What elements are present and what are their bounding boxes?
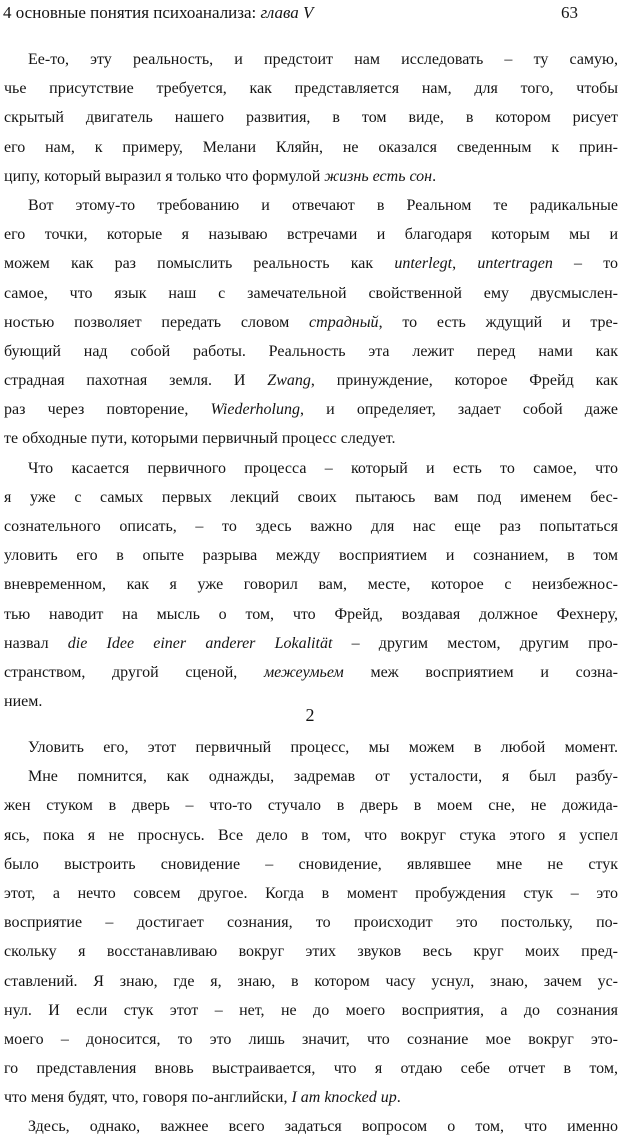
text-line <box>4 45 618 74</box>
text-line <box>4 220 618 249</box>
text-line <box>4 483 618 512</box>
text-run: те обходные пути, которыми первичный процесс следует. <box>4 430 396 448</box>
italic-term: untertragen <box>477 255 553 273</box>
italic-term: межеумьем <box>263 663 344 681</box>
text-line <box>4 733 618 762</box>
text-run: этот, а нечто совсем другое. Когда в момент пробуждения стук – это <box>4 884 618 902</box>
text-line <box>4 1025 618 1054</box>
text-line <box>4 454 618 483</box>
text-line <box>4 133 618 162</box>
text-line <box>4 821 618 850</box>
text-run: восприятие – достигает сознания, то происходит это постольку, по- <box>4 914 618 932</box>
text-run: тью наводит на мысль о том, что Фрейд, воздавая должное Фехнеру, <box>4 605 618 623</box>
italic-term: die Idee einer anderer Lokalität <box>67 634 333 652</box>
text-run: ставлений. Я знаю, где я, знаю, в котором часу уснул, знаю, зачем ус- <box>4 972 618 990</box>
text-run: самое, что язык наш с замечательной свойственной ему двусмыслен- <box>4 284 618 302</box>
text-run: Здесь, однако, важнее всего задаться вопросом о том, что именно <box>28 1118 618 1136</box>
running-title: 4 основные понятия психоанализа: <box>3 3 261 22</box>
text-run: Вот этому-то требованию и отвечают в Реальном те радикальные <box>28 196 618 214</box>
text-line <box>4 337 618 366</box>
italic-term: I am knocked up <box>291 1089 397 1107</box>
text-run: ностью позволяет передать словом <box>4 313 310 331</box>
section-number: 2 <box>305 705 315 725</box>
text-run: , принуждение, которое Фрейд как <box>310 372 618 390</box>
text-run: страдная пахотная земля. И <box>4 372 268 390</box>
text-line <box>4 791 618 820</box>
text-run: Ее-то, эту реальность, и предстоит нам исследовать – ту самую, <box>28 51 618 68</box>
text-run: ципу, который выразил я только что формулой <box>4 167 325 185</box>
text-run: жен стуком в дверь – что-то стучало в дверь в моем сне, не дожида- <box>4 797 618 815</box>
text-line <box>4 541 618 570</box>
text-line <box>4 629 618 658</box>
text-line <box>4 74 618 103</box>
body-text-top <box>4 45 618 716</box>
text-line <box>4 937 618 966</box>
chapter-label: глава V <box>260 3 314 22</box>
text-run: го представления вновь выстраивается, что я отдаю себе отчет в том, <box>4 1060 618 1078</box>
text-line <box>4 600 618 629</box>
text-run: назвал <box>4 634 68 652</box>
text-run: его нам, к примеру, Мелани Кляйн, не оказался сведенным к прин- <box>4 138 618 156</box>
text-run: можем как раз помыслить реальность как <box>4 255 395 273</box>
text-run: моего – доносится, то это лишь значит, что сознание мое вокруг это- <box>4 1030 618 1048</box>
text-run: скольку я восстанавливаю вокруг этих звуков весь круг моих пред- <box>4 943 618 961</box>
page-number: 63 <box>561 3 578 22</box>
text-run: Что касается первичного процесса – который и есть то самое, что <box>28 459 618 477</box>
text-run: . <box>432 167 437 185</box>
text-run: чье присутствие требуется, как представляется нам, для того, чтобы <box>4 80 618 98</box>
text-run: скрытый двигатель нашего развития, в том виде, в котором рисует <box>4 109 618 127</box>
text-run: – то <box>552 255 619 273</box>
text-run: уловить его в опыте разрыва между восприятием и сознанием, в том <box>4 547 618 565</box>
text-line <box>4 658 618 687</box>
text-line <box>4 1083 618 1112</box>
italic-term: Wiederholung <box>210 401 300 419</box>
text-line <box>4 967 618 996</box>
text-line <box>4 395 618 424</box>
text-line <box>4 191 618 220</box>
text-run: , то есть ждущий и тре- <box>378 313 618 331</box>
text-line <box>4 162 618 191</box>
text-run: я уже с самых первых лекций своих пытаюсь вам под именем бес- <box>4 488 618 506</box>
text-line <box>4 850 618 879</box>
text-run: бующий над собой работы. Реальность эта лежит перед нами как <box>4 342 618 360</box>
text-line <box>4 249 618 278</box>
text-run: , <box>452 255 478 273</box>
text-line <box>4 512 618 541</box>
text-run: сознательного описать, – то здесь важно для нас еще раз попытаться <box>4 518 618 535</box>
italic-term: Zwang <box>267 372 311 390</box>
text-run: вневременном, как я уже говорил вам, месте, которое с неизбежнос- <box>4 576 618 594</box>
text-run: – другим местом, другим про- <box>332 634 619 652</box>
text-run: нием. <box>4 693 43 711</box>
text-run: , и определяет, задает собой даже <box>299 401 618 419</box>
running-head <box>3 2 313 24</box>
text-line <box>4 1054 618 1083</box>
text-run: странством, другой сценой, <box>4 663 264 681</box>
text-run: нул. И если стук этот – нет, не до моего восприятия, а до сознания <box>4 1001 618 1019</box>
text-line <box>4 308 618 337</box>
text-line <box>4 570 618 599</box>
text-run: Уловить его, этот первичный процесс, мы можем в любой момент. <box>28 739 618 756</box>
text-run: его точки, которые я называю встречами и благодаря которым мы и <box>4 226 618 244</box>
italic-term: жизнь есть сон <box>324 167 433 185</box>
italic-term: страдный <box>309 313 379 331</box>
text-run: раз через повторение, <box>4 401 211 419</box>
text-run: ясь, пока я не проснусь. Все дело в том, что вокруг стука этого я успел <box>4 826 618 844</box>
text-run: было выстроить сновидение – сновидение, являвшее мне не стук <box>4 855 618 873</box>
body-text-bottom <box>4 733 618 1142</box>
text-line <box>4 424 618 453</box>
text-line <box>4 762 618 791</box>
text-line <box>4 279 618 308</box>
text-line <box>4 996 618 1025</box>
text-run: Мне помнится, как однажды, задремав от усталости, я был разбу- <box>28 768 618 786</box>
text-line <box>4 879 618 908</box>
text-run: . <box>396 1089 401 1107</box>
italic-term: unterlegt <box>394 255 453 273</box>
text-line <box>4 366 618 395</box>
text-line <box>4 908 618 937</box>
text-run: что меня будят, что, говоря по-английски, <box>4 1089 292 1107</box>
text-run: меж восприятием и созна- <box>343 663 619 681</box>
text-line <box>4 103 618 132</box>
